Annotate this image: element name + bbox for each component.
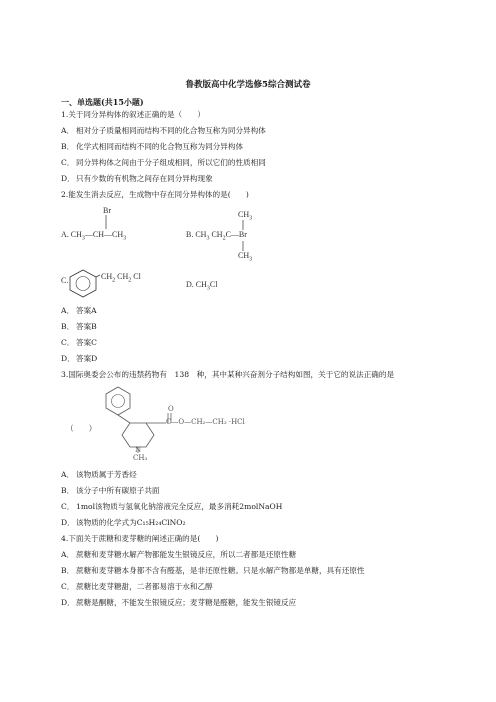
option-label: C．: [61, 582, 75, 591]
struct-a-formula: A. $CH_3—CH—CH_3$: [61, 230, 127, 242]
option-label: D．: [61, 354, 75, 363]
struct-b-bond-bottom: [241, 241, 245, 251]
option-text: 答案D: [76, 354, 98, 363]
question-1-option-a: [61, 126, 266, 136]
option-text: 相对分子质量相同而结构不同的化合物互称为同分异构体: [76, 126, 266, 135]
question-3-stem: 3.国际奥委会公布的违禁药物有 138 种，其中某种兴奋剂分子结构如图，关于它的说法正确的是: [61, 370, 395, 379]
option-label: A．: [61, 470, 75, 479]
question-2-option-d: [61, 354, 97, 364]
struct-b-bond-top: [241, 220, 245, 230]
question-4-option-c: [61, 582, 213, 592]
struct-b-bottom: $CH_3$: [238, 251, 253, 263]
molecule-ch3-label: CH₃: [133, 454, 148, 462]
option-text: 1mol该物质与氢氧化钠溶液完全反应，最多消耗2molNaOH: [76, 502, 283, 511]
option-text: 该分子中所有碳原子共面: [76, 486, 160, 495]
question-3-paren: （ ）: [66, 424, 97, 433]
option-label: A．: [61, 550, 75, 559]
option-label: B．: [61, 486, 75, 495]
question-1-stem: 1.关于同分异构体的叙述正确的是（ ）: [61, 110, 205, 119]
question-2-option-b: [61, 322, 97, 332]
struct-c-label: C.: [61, 276, 69, 285]
option-text: 蔗糖是酮糖，不能发生银镜反应；麦芽糖是醛糖，能发生银镜反应: [76, 598, 297, 607]
option-text: 化学式相同而结构不同的化合物互称为同分异构体: [76, 142, 244, 151]
option-text: 蔗糖比麦芽糖甜，二者都易溶于水和乙醇: [76, 582, 213, 591]
question-4-option-a: [61, 550, 296, 560]
option-text: 该物质的化学式为C₁₅H₂₄ClNO₂: [76, 518, 186, 527]
question-1-option-c: [61, 158, 266, 168]
option-text: 只有少数的有机物之间存在同分异构现象: [76, 174, 213, 183]
option-label: D．: [61, 518, 75, 527]
question-4-stem: 4.下面关于蔗糖和麦芽糖的阐述正确的是( ): [61, 534, 219, 543]
molecule-ester-label: C—O—CH₂—CH₃ ·HCl: [166, 418, 245, 426]
struct-c-chain: $CH_2$ $CH_2$ Cl: [101, 272, 141, 284]
question-4-option-d: [61, 598, 296, 608]
option-label: A．: [61, 126, 75, 135]
option-text: 答案B: [76, 322, 97, 331]
benzene-ring-icon: [66, 268, 100, 298]
option-label: D．: [61, 598, 75, 607]
option-label: C．: [61, 158, 75, 167]
struct-a-br: Br: [103, 206, 111, 215]
struct-d-formula: D. $CH_3Cl$: [186, 280, 218, 292]
option-label: C．: [61, 502, 75, 511]
molecule-o-label: O: [168, 405, 174, 413]
option-text: 答案C: [76, 338, 97, 347]
document-title: 鲁教版高中化学选修5综合测试卷: [185, 80, 311, 90]
struct-b-top: $CH_3$: [238, 210, 253, 222]
question-1-option-d: [61, 174, 213, 184]
option-text: 答案A: [76, 306, 97, 315]
question-2-stem: 2.能发生消去反应，生成物中存在同分异构体的是( ): [61, 190, 249, 199]
question-2-option-c: [61, 338, 97, 348]
struct-a-bond: [104, 215, 108, 229]
option-text: 蔗糖和麦芽糖水解产物都能发生银镜反应，所以二者都是还原性糖: [76, 550, 297, 559]
section-heading: 一、单选题(共15小题): [61, 97, 144, 107]
option-label: C．: [61, 338, 75, 347]
molecule-n-label: N: [135, 446, 142, 454]
question-2-option-a: [61, 306, 97, 316]
option-label: B．: [61, 142, 75, 151]
option-label: B．: [61, 322, 75, 331]
struct-b-formula: B. $CH_3$ $CH_2C—Br$: [186, 230, 247, 242]
question-4-option-b: [61, 566, 365, 576]
question-3-option-b: [61, 486, 160, 496]
question-1-option-b: [61, 142, 243, 152]
option-text: 蔗糖和麦芽糖本身都不含有醛基，是非还原性糖。只是水解产物都是单糖，具有还原性: [76, 566, 365, 575]
question-3-option-c: [61, 502, 282, 512]
option-text: 同分异构体之间由于分子组成相同，所以它们的性质相同: [76, 158, 266, 167]
question-3-option-d: [61, 518, 186, 528]
option-label: A．: [61, 306, 75, 315]
question-3-option-a: [61, 470, 137, 480]
option-label: B．: [61, 566, 75, 575]
option-text: 该物质属于芳香烃: [76, 470, 137, 479]
option-label: D．: [61, 174, 75, 183]
